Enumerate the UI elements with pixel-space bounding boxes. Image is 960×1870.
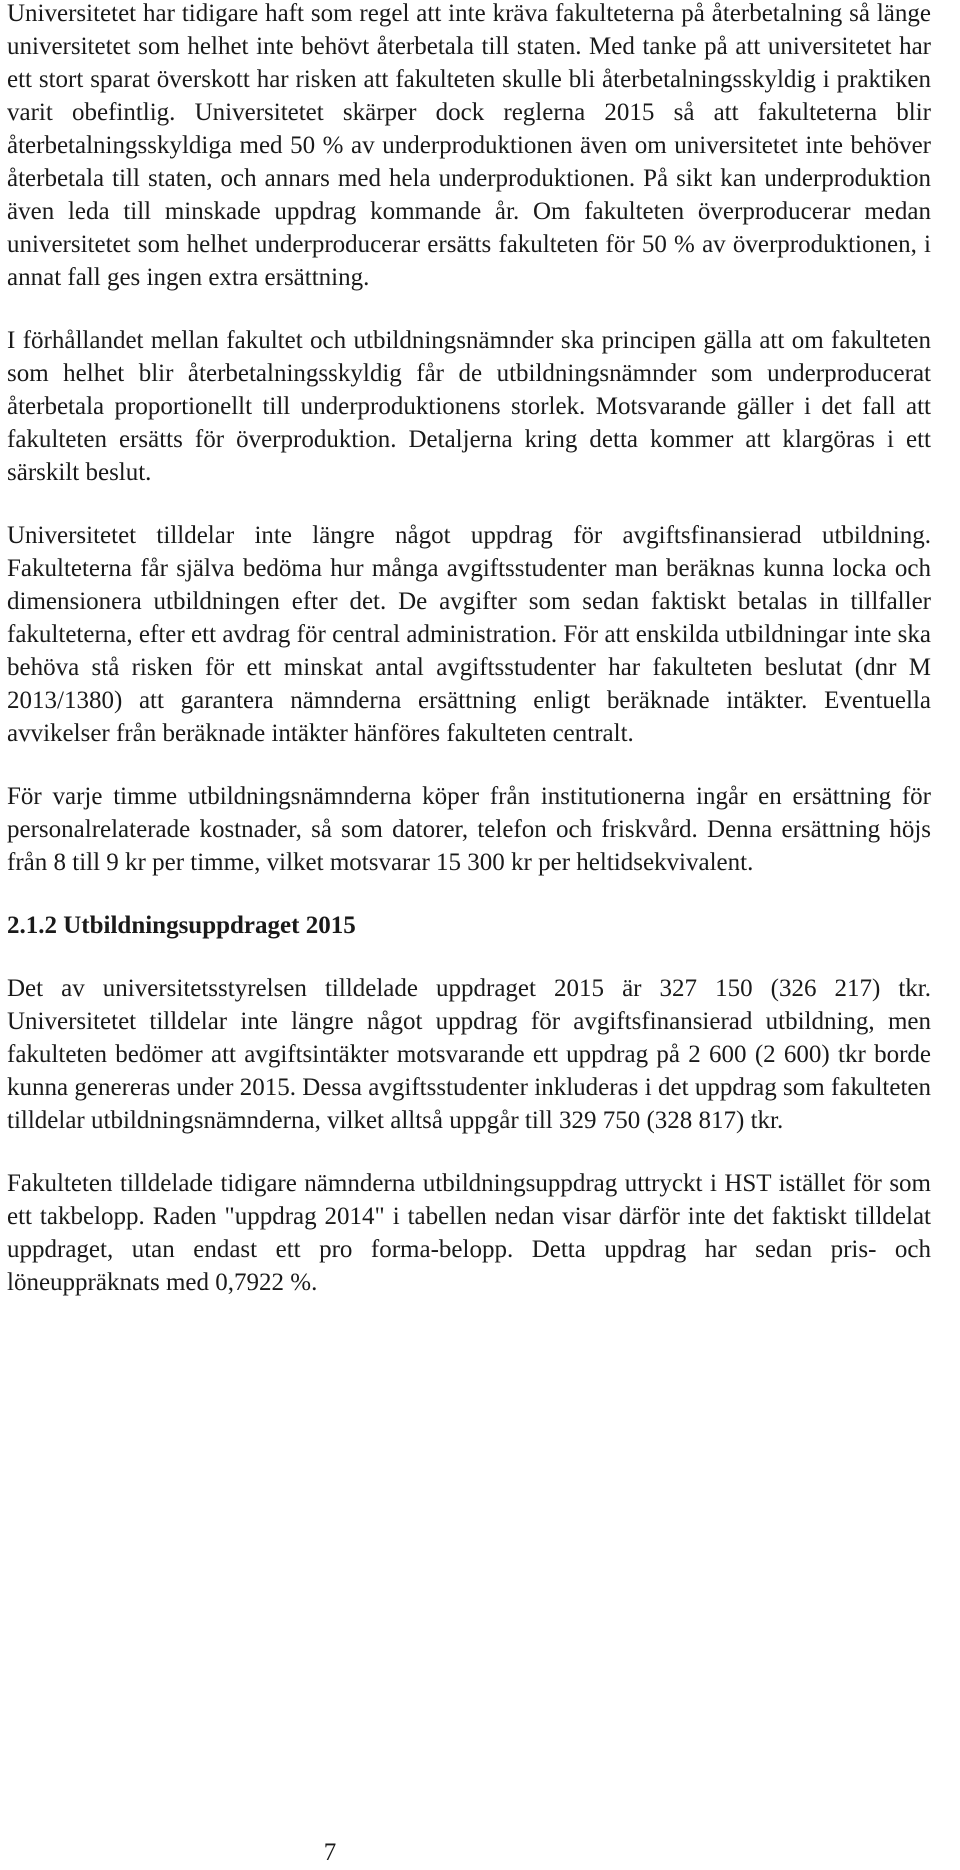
paragraph-fee-financed: Universitetet tilldelar inte längre något uppdrag för avgiftsfinansierad utbildning. Fakulteterna får själva bedöma hur många avgiftsstudenter man beräknas kunna locka och dimensionera utbildningen efter det. De avgifter som sedan faktiskt betalas in tillfaller fakulteterna, efter ett avdrag för central administration. För att enskilda utbildningar inte ska behöva stå risken för ett minskat antal avgiftsstudenter har fakulteten beslutat (dnr M 2013/1380) att garantera nämnderna ersättning enligt beräknade intäkter. Eventuella avvikelser från beräknade intäkter hänföres fakulteten centralt.	[7, 522, 931, 747]
paragraph-gap	[7, 879, 931, 909]
paragraph-hst-assignment: Fakulteten tilldelade tidigare nämnderna utbildningsuppdrag uttryckt i HST istället för som ett takbelopp. Raden "uppdrag 2014" i tabellen nedan visar därför inte det faktiskt tilldelat uppdraget, utan endast ett pro forma-belopp. Detta uppdrag har sedan pris- och löneuppräknats med 0,7922 %.	[7, 1170, 931, 1296]
paragraph-gap	[7, 489, 931, 519]
paragraph-repayment-rules: Universitetet har tidigare haft som regel att inte kräva fakulteterna på återbetalning så länge universitetet som helhet inte behövt återbetala till staten. Med tanke på att universitetet har ett stort sparat överskott har risken att fakulteten skulle bli återbetalningsskyldig i praktiken varit obefintlig. Universitetet skärper dock reglerna 2015 så att fakulteterna blir återbetalningsskyldiga med 50 % av underproduktionen även om universitetet inte behöver återbetala till staten, och annars med hela underproduktionen. På sikt kan underproduktion även leda till minskade uppdrag kommande år. Om fakulteten överproducerar medan universitetet som helhet underproducerar ersätts fakulteten för 50 % av överproduktionen, i annat fall ges ingen extra ersättning.	[7, 0, 931, 291]
paragraph-education-boards: I förhållandet mellan fakultet och utbildningsnämnder ska principen gälla att om fakulteten som helhet blir återbetalningsskyldig får de utbildningsnämnder som underproducerat återbetala proportionellt till underproduktionens storlek. Motsvarande gäller i det fall att fakulteten ersätts för överproduktion. Detaljerna kring detta kommer att klargöras i ett särskilt beslut.	[7, 327, 931, 486]
paragraph-gap	[7, 750, 931, 780]
paragraph-gap	[7, 294, 931, 324]
paragraph-gap	[7, 942, 931, 972]
paragraph-assignment-2015: Det av universitetsstyrelsen tilldelade uppdraget 2015 är 327 150 (326 217) tkr. Universitetet tilldelar inte längre något uppdrag för avgiftsfinansierad utbildning, men fakulteten bedömer att avgiftsintäkter motsvarande ett uppdrag på 2 600 (2 600) tkr borde kunna genereras under 2015. Dessa avgiftsstudenter inkluderas i det uppdrag som fakulteten tilldelar utbildningsnämnderna, vilket alltså uppgår till 329 750 (328 817) tkr.	[7, 975, 931, 1134]
paragraph-gap	[7, 1137, 931, 1167]
document-page	[7, 0, 931, 1299]
section-heading: 2.1.2 Utbildningsuppdraget 2015	[7, 912, 356, 939]
page-number: 7	[323, 1839, 337, 1866]
paragraph-hourly-compensation: För varje timme utbildningsnämnderna köper från institutionerna ingår en ersättning för personalrelaterade kostnader, så som datorer, telefon och friskvård. Denna ersättning höjs från 8 till 9 kr per timme, vilket motsvarar 15 300 kr per heltidsekvivalent.	[7, 783, 931, 876]
